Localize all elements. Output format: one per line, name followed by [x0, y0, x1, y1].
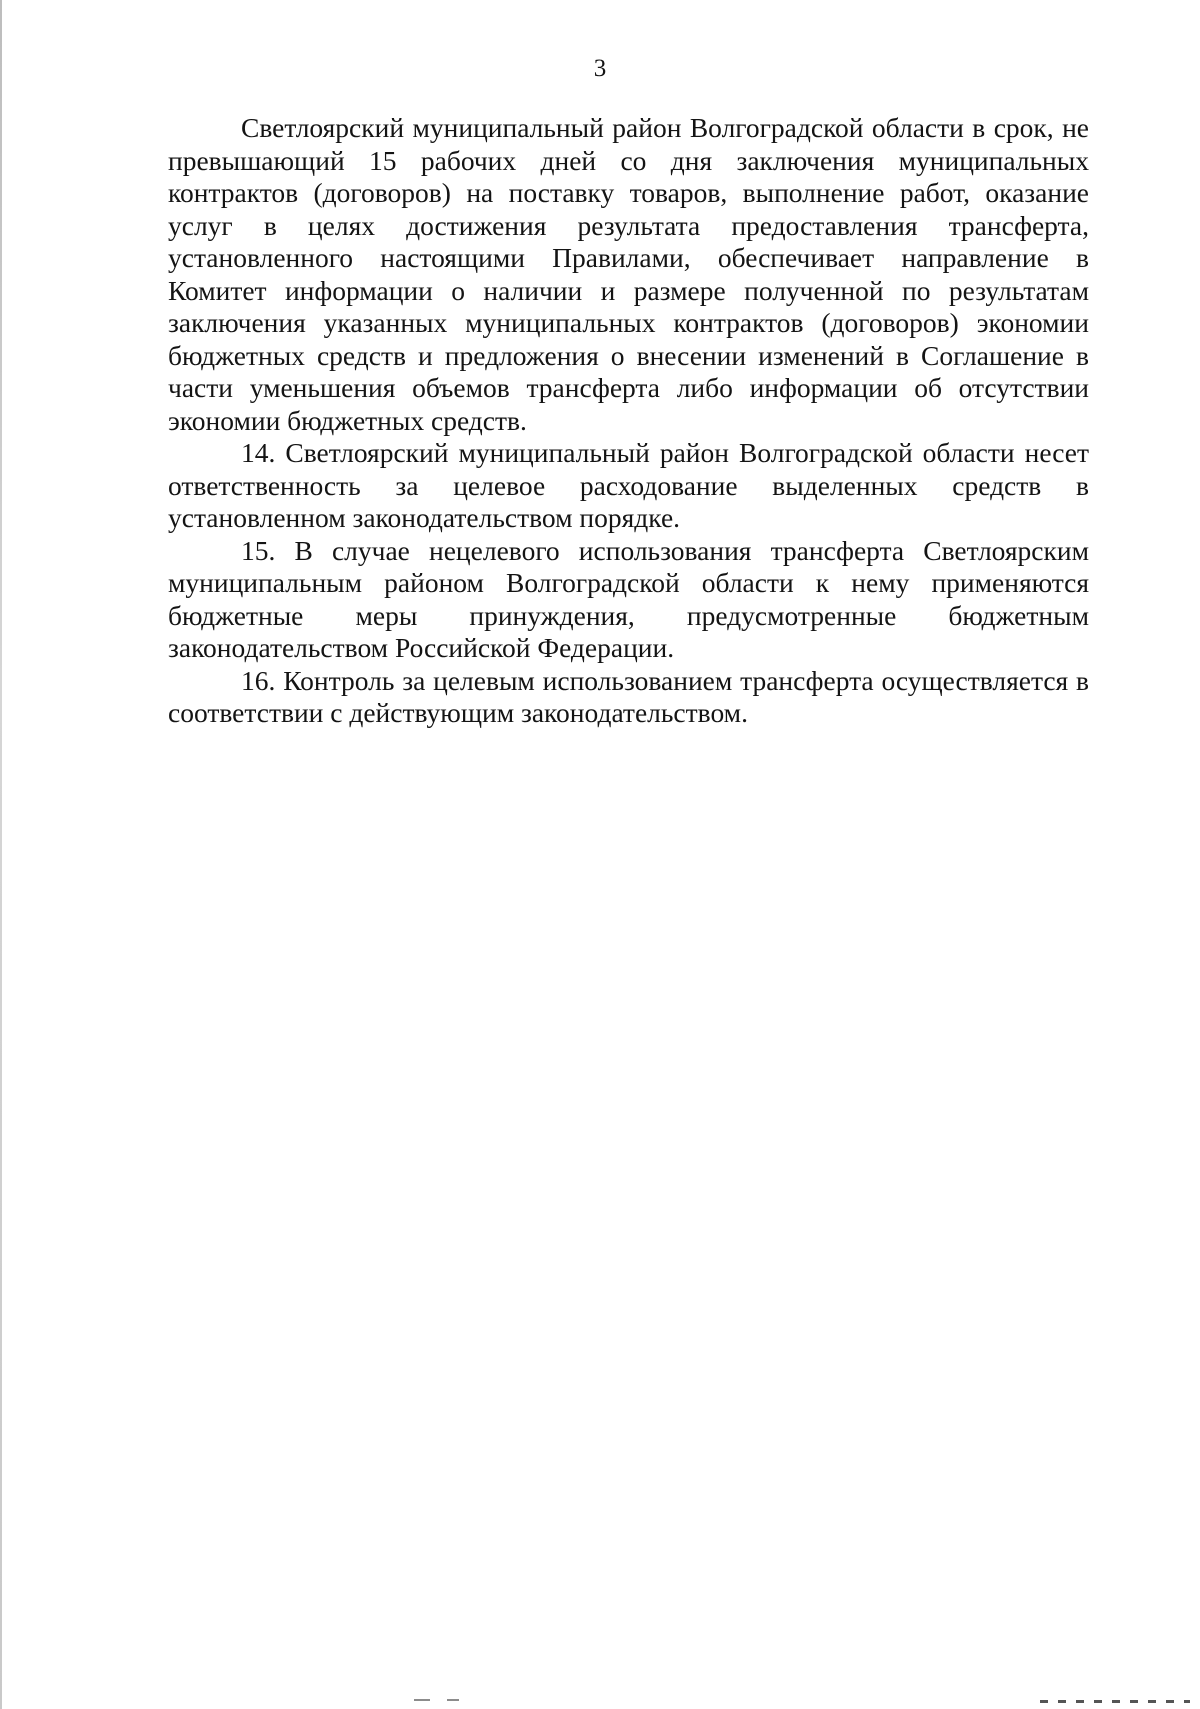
- paragraph-16-control: 16. Контроль за целевым использованием трансферта осуществляется в соответствии с действующим законодательством.: [168, 664, 1089, 728]
- document-body: [168, 112, 1089, 730]
- paragraph-15-misuse: 15. В случае нецелевого использования трансферта Светлоярским муниципальным районом Волгоградской области к нему применяются бюджетные меры принуждения, предусмотренные бюджетным законодательством Российской Федерации.: [168, 534, 1089, 663]
- scan-edge-shadow: [0, 0, 2, 1709]
- scan-artifact-mark: [414, 1699, 430, 1701]
- scan-artifact-dots: [1040, 1700, 1190, 1703]
- paragraph-economy-report: Светлоярский муниципальный район Волгоградской области в срок, не превышающий 15 рабочих дней со дня заключения муниципальных контрактов (договоров) на поставку товаров, выполнение работ, оказание услуг в целях достижения результата предоставления трансферта, установленного настоящими Правилами, обеспечивает направление в Комитет информации о наличии и размере полученной по результатам заключения указанных муниципальных контрактов (договоров) экономии бюджетных средств и предложения о внесении изменений в Соглашение в части уменьшения объемов трансферта либо информации об отсутствии экономии бюджетных средств.: [168, 112, 1089, 436]
- scan-artifact-mark: [447, 1699, 459, 1701]
- page-number: 3: [593, 55, 607, 82]
- paragraph-14-responsibility: 14. Светлоярский муниципальный район Волгоградской области несет ответственность за целевое расходование выделенных средств в установленном законодательством порядке.: [168, 437, 1089, 533]
